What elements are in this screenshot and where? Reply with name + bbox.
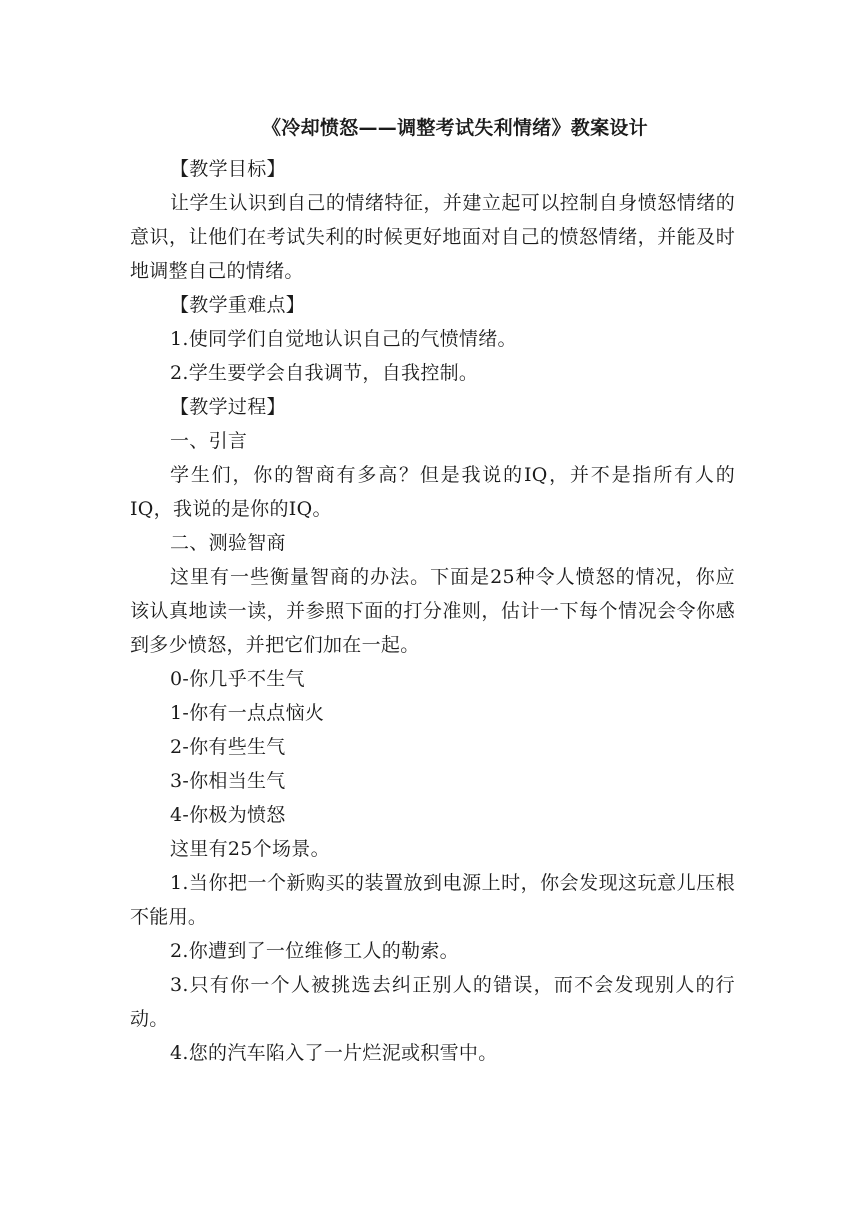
section-heading-objectives: 【教学目标】 bbox=[170, 158, 286, 180]
scenario-item: 3.只有你一个人被挑选去纠正别人的错误，而不会发现别人的行动。 bbox=[130, 974, 735, 1030]
document-title: 《冷却愤怒——调整考试失利情绪》教案设计 bbox=[261, 117, 648, 139]
subsection-heading: 一、引言 bbox=[170, 430, 248, 452]
scenario-item: 1.当你把一个新购买的装置放到电源上时，你会发现这玩意儿压根不能用。 bbox=[130, 872, 735, 928]
paragraph: 这里有一些衡量智商的办法。下面是25种令人愤怒的情况，你应该认真地读一读，并参照下面的打分准则，估计一下每个情况会令你感到多少愤怒，并把它们加在一起。 bbox=[130, 566, 735, 656]
paragraph: 这里有25个场景。 bbox=[170, 838, 330, 860]
document-body bbox=[130, 152, 735, 1070]
scale-item: 3-你相当生气 bbox=[170, 770, 286, 792]
section-heading-process: 【教学过程】 bbox=[170, 396, 286, 418]
scenario-item: 2.你遭到了一位维修工人的勒索。 bbox=[170, 940, 459, 962]
scale-item: 0-你几乎不生气 bbox=[170, 668, 305, 690]
scale-item: 1-你有一点点恼火 bbox=[170, 702, 325, 724]
section-heading-key-points: 【教学重难点】 bbox=[170, 294, 306, 316]
list-item: 1.使同学们自觉地认识自己的气愤情绪。 bbox=[170, 328, 517, 350]
paragraph: 学生们，你的智商有多高？但是我说的IQ，并不是指所有人的IQ，我说的是你的IQ。 bbox=[130, 464, 735, 520]
list-item: 2.学生要学会自我调节，自我控制。 bbox=[170, 362, 479, 384]
scenario-item: 4.您的汽车陷入了一片烂泥或积雪中。 bbox=[170, 1042, 498, 1064]
scale-item: 4-你极为愤怒 bbox=[170, 804, 286, 826]
paragraph: 让学生认识到自己的情绪特征，并建立起可以控制自身愤怒情绪的意识，让他们在考试失利的时候更好地面对自己的愤怒情绪，并能及时地调整自己的情绪。 bbox=[130, 192, 735, 282]
scale-item: 2-你有些生气 bbox=[170, 736, 286, 758]
subsection-heading: 二、测验智商 bbox=[170, 532, 286, 554]
